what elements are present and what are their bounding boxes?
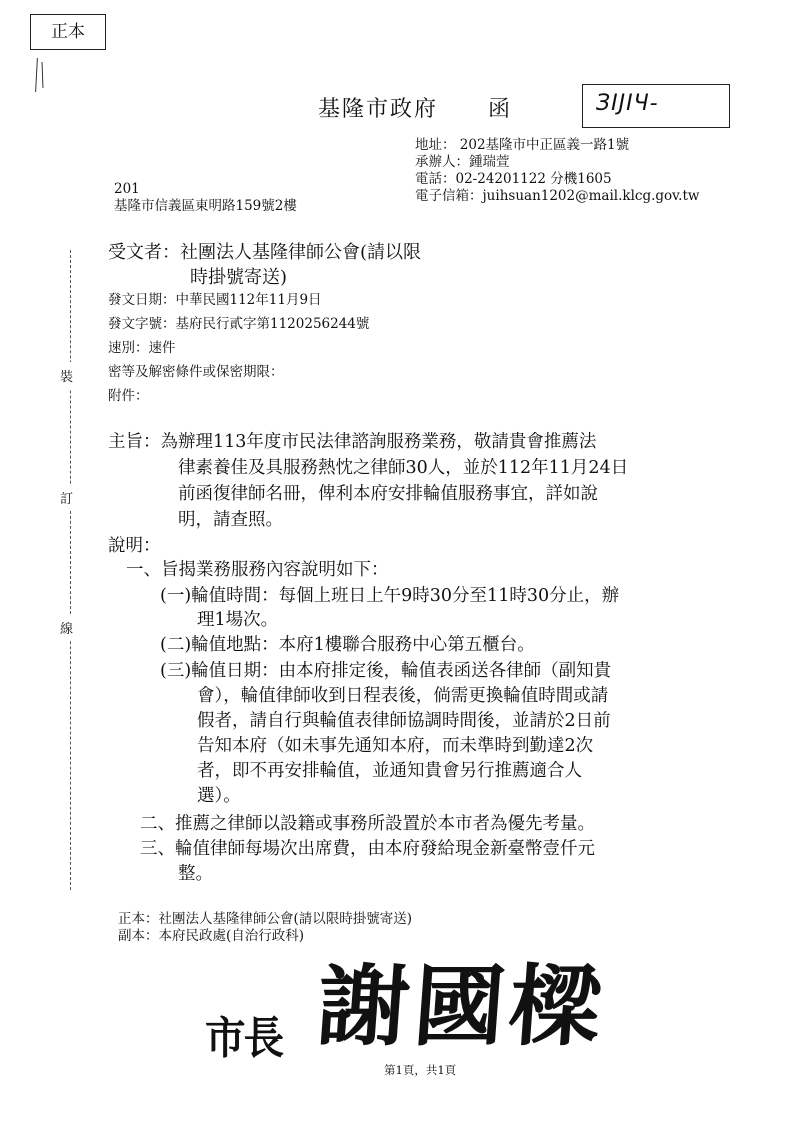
- issue-date: 發文日期：中華民國112年11月9日: [108, 292, 322, 308]
- explanation-item-2: 二、推薦之律師以設籍或事務所設置於本市者為優先考量。: [140, 814, 595, 834]
- urgency: 速別：速件: [108, 340, 176, 356]
- margin-mark: [42, 62, 44, 88]
- page-number: 第1頁，共1頁: [384, 1063, 457, 1077]
- explanation-sub-3-line-4: 告知本府（如未事先通知本府，而未準時到勤達2次: [197, 736, 594, 756]
- recipient-zip: 201: [114, 181, 140, 197]
- doc-type: 函: [488, 97, 511, 122]
- binding-mark-1: 裝: [60, 362, 73, 389]
- margin-mark: [35, 58, 38, 92]
- explanation-sub-2-line-1: (二)輪值地點：本府1樓聯合服務中心第五櫃台。: [160, 635, 535, 655]
- explanation-sub-1-line-1: (一)輪值時間：每個上班日上午9時30分至11時30分止，辦: [160, 586, 620, 606]
- contact-email: 電子信箱：juihsuan1202@mail.klcg.gov.tw: [415, 188, 700, 204]
- distribution-copy: 副本：本府民政處(自治行政科): [118, 928, 305, 944]
- subject-line-3: 前函復律師名冊，俾利本府安排輪值服務事宜，詳如說: [178, 484, 598, 504]
- explanation-sub-3-line-3: 假者，請自行與輪值表律師協調時間後，並請於2日前: [197, 711, 611, 731]
- copy-stamp: 正本: [30, 14, 106, 50]
- explanation-sub-3-line-6: 選）。: [197, 786, 241, 806]
- signature-title: 市長: [205, 1013, 283, 1064]
- signature-name: 謝國樑: [314, 954, 609, 1058]
- issue-number: 發文字號：基府民行貳字第1120256244號: [108, 316, 370, 332]
- recipient-street: 基隆市信義區東明路159號2樓: [114, 198, 297, 214]
- subject-line-1: 主旨：為辦理113年度市民法律諮詢服務業務，敬請貴會推薦法: [108, 432, 597, 452]
- explanation-heading: 說明：: [108, 536, 161, 556]
- recipient-line-2: 時掛號寄送): [190, 267, 288, 288]
- distribution-original: 正本：社團法人基隆律師公會(請以限時掛號寄送): [118, 911, 413, 927]
- contact-phone: 電話：02-24201122 分機1605: [415, 171, 612, 187]
- binding-mark-3: 線: [60, 614, 73, 641]
- binding-line: [70, 250, 71, 890]
- explanation-sub-3-line-1: (三)輪值日期：由本府排定後，輪值表函送各律師（副知貴: [160, 661, 612, 681]
- recipient-block: [108, 240, 421, 290]
- org-title: 基隆市政府: [318, 97, 439, 122]
- recipient-line-1: 受文者：社團法人基隆律師公會(請以限: [108, 242, 422, 263]
- subject-line-2: 律素養佳及具服務熱忱之律師30人，並於112年11月24日: [178, 458, 629, 478]
- explanation-item-1: 一、旨揭業務服務內容說明如下：: [126, 560, 389, 580]
- attachment: 附件：: [108, 388, 149, 404]
- explanation-sub-1-line-2: 理1場次。: [197, 610, 279, 630]
- contact-address: 地址： 202基隆市中正區義一路1號: [415, 137, 630, 153]
- secrecy: 密等及解密條件或保密期限：: [108, 364, 284, 380]
- binding-mark-2: 訂: [60, 484, 73, 511]
- explanation-item-3-line-1: 三、輪值律師每場次出席費，由本府發給現金新臺幣壹仟元: [140, 839, 595, 859]
- explanation-item-3-line-2: 整。: [178, 864, 213, 884]
- explanation-sub-3-line-2: 會），輪值律師收到日程表後，倘需更換輪值時間或請: [197, 686, 609, 706]
- subject-line-4: 明，請查照。: [178, 510, 283, 530]
- contact-handler: 承辦人：鍾瑞萱: [415, 154, 510, 170]
- explanation-sub-3-line-5: 者，即不再安排輪值，並通知貴會另行推薦適合人: [197, 761, 582, 781]
- file-number-handwritten: ЗIJIЧ-: [596, 91, 659, 116]
